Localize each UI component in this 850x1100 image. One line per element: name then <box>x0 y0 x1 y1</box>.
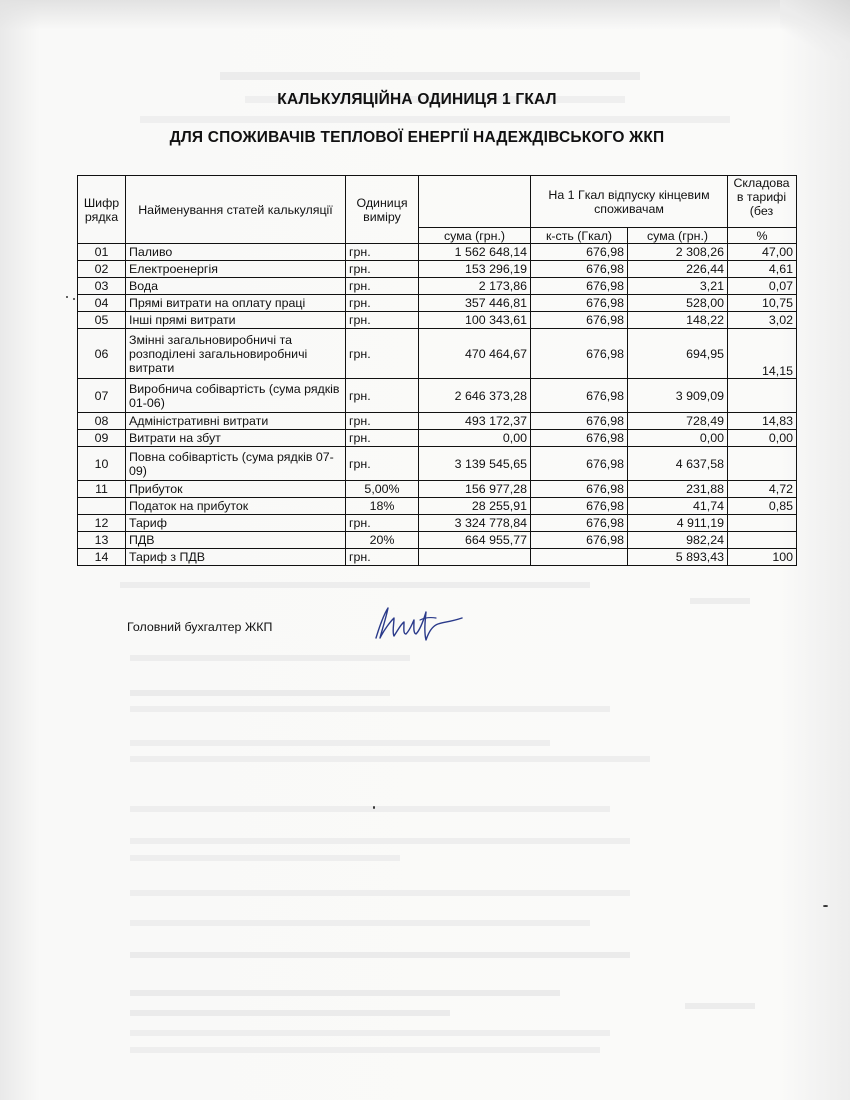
row-unit: грн. <box>346 244 419 261</box>
row-per-gcal: 694,95 <box>628 329 728 379</box>
row-percent <box>728 379 797 413</box>
header-blank <box>419 176 531 228</box>
row-code: 07 <box>78 379 126 413</box>
table-row <box>78 295 797 312</box>
row-percent: 14,83 <box>728 413 797 430</box>
row-name: Тариф <box>126 515 346 532</box>
row-qty: 676,98 <box>531 329 628 379</box>
row-sum <box>419 549 531 566</box>
row-per-gcal: 982,24 <box>628 532 728 549</box>
header-sum: сума (грн.) <box>419 228 531 244</box>
row-code: 01 <box>78 244 126 261</box>
row-percent <box>728 447 797 481</box>
row-code: 14 <box>78 549 126 566</box>
row-sum: 28 255,91 <box>419 498 531 515</box>
row-sum: 493 172,37 <box>419 413 531 430</box>
row-per-gcal: 41,74 <box>628 498 728 515</box>
row-sum: 2 173,86 <box>419 278 531 295</box>
row-percent: 3,02 <box>728 312 797 329</box>
row-name: Витрати на збут <box>126 430 346 447</box>
row-unit: грн. <box>346 447 419 481</box>
row-code: 12 <box>78 515 126 532</box>
row-name: Електроенергія <box>126 261 346 278</box>
table-row <box>78 481 797 498</box>
row-qty: 676,98 <box>531 532 628 549</box>
row-unit: 5,00% <box>346 481 419 498</box>
row-sum: 1 562 648,14 <box>419 244 531 261</box>
row-unit: грн. <box>346 430 419 447</box>
row-name: Інші прямі витрати <box>126 312 346 329</box>
row-name: Прибуток <box>126 481 346 498</box>
row-unit: грн. <box>346 261 419 278</box>
row-qty <box>531 549 628 566</box>
header-sum-per-gcal: сума (грн.) <box>628 228 728 244</box>
row-per-gcal: 5 893,43 <box>628 549 728 566</box>
row-code: 04 <box>78 295 126 312</box>
row-per-gcal: 528,00 <box>628 295 728 312</box>
row-name: Паливо <box>126 244 346 261</box>
row-code: 08 <box>78 413 126 430</box>
row-percent: 10,75 <box>728 295 797 312</box>
row-qty: 676,98 <box>531 515 628 532</box>
scan-speck <box>73 298 75 300</box>
row-unit: 18% <box>346 498 419 515</box>
row-sum: 664 955,77 <box>419 532 531 549</box>
row-code: 03 <box>78 278 126 295</box>
row-unit: грн. <box>346 312 419 329</box>
row-percent: 0,85 <box>728 498 797 515</box>
table-row <box>78 329 797 379</box>
row-per-gcal: 4 637,58 <box>628 447 728 481</box>
row-code: 06 <box>78 329 126 379</box>
calculation-table <box>77 175 797 566</box>
row-code: 10 <box>78 447 126 481</box>
table-row <box>78 515 797 532</box>
row-qty: 676,98 <box>531 379 628 413</box>
row-name: Вода <box>126 278 346 295</box>
table-row <box>78 532 797 549</box>
table-row <box>78 278 797 295</box>
row-qty: 676,98 <box>531 447 628 481</box>
row-name: Адміністративні витрати <box>126 413 346 430</box>
scan-shadow <box>0 0 850 30</box>
row-name: Виробнича собівартість (сума рядків 01-06) <box>126 379 346 413</box>
page-fold <box>780 0 850 60</box>
row-code: 02 <box>78 261 126 278</box>
row-sum: 2 646 373,28 <box>419 379 531 413</box>
row-name: Повна собівартість (сума рядків 07-09) <box>126 447 346 481</box>
row-name: Податок на прибуток <box>126 498 346 515</box>
row-per-gcal: 4 911,19 <box>628 515 728 532</box>
row-unit: грн. <box>346 515 419 532</box>
row-qty: 676,98 <box>531 481 628 498</box>
row-percent <box>728 532 797 549</box>
row-per-gcal: 3,21 <box>628 278 728 295</box>
row-sum: 3 324 778,84 <box>419 515 531 532</box>
row-name: Прямі витрати на оплату праці <box>126 295 346 312</box>
header-name: Найменування статей калькуляції <box>126 176 346 244</box>
row-sum: 156 977,28 <box>419 481 531 498</box>
row-percent: 4,72 <box>728 481 797 498</box>
row-code: 09 <box>78 430 126 447</box>
table-row <box>78 413 797 430</box>
row-percent: 14,15 <box>728 329 797 379</box>
scan-speck <box>66 296 68 298</box>
row-per-gcal: 3 909,09 <box>628 379 728 413</box>
header-code: Шифр рядка <box>78 176 126 244</box>
row-per-gcal: 226,44 <box>628 261 728 278</box>
row-unit: грн. <box>346 295 419 312</box>
row-percent: 47,00 <box>728 244 797 261</box>
table-row <box>78 549 797 566</box>
row-code <box>78 498 126 515</box>
row-percent <box>728 515 797 532</box>
row-qty: 676,98 <box>531 430 628 447</box>
table-row <box>78 430 797 447</box>
table-row <box>78 498 797 515</box>
table-row <box>78 447 797 481</box>
row-qty: 676,98 <box>531 244 628 261</box>
row-qty: 676,98 <box>531 312 628 329</box>
header-per-gcal: На 1 Гкал відпуску кінцевим споживачам <box>531 176 728 228</box>
row-unit: 20% <box>346 532 419 549</box>
row-qty: 676,98 <box>531 278 628 295</box>
table-row <box>78 261 797 278</box>
row-code: 11 <box>78 481 126 498</box>
row-code: 13 <box>78 532 126 549</box>
scan-speck <box>823 905 828 907</box>
row-percent: 0,00 <box>728 430 797 447</box>
document-title: КАЛЬКУЛЯЦІЙНА ОДИНИЦЯ 1 ГКАЛ <box>277 91 557 108</box>
row-unit: грн. <box>346 549 419 566</box>
row-percent: 100 <box>728 549 797 566</box>
row-sum: 3 139 545,65 <box>419 447 531 481</box>
row-per-gcal: 0,00 <box>628 430 728 447</box>
row-code: 05 <box>78 312 126 329</box>
header-share: Складова в тарифі (без <box>728 176 797 228</box>
row-percent: 0,07 <box>728 278 797 295</box>
row-percent: 4,61 <box>728 261 797 278</box>
row-per-gcal: 728,49 <box>628 413 728 430</box>
row-qty: 676,98 <box>531 498 628 515</box>
row-qty: 676,98 <box>531 261 628 278</box>
header-qty: к-сть (Гкал) <box>531 228 628 244</box>
row-per-gcal: 2 308,26 <box>628 244 728 261</box>
row-sum: 100 343,61 <box>419 312 531 329</box>
row-per-gcal: 231,88 <box>628 481 728 498</box>
row-unit: грн. <box>346 329 419 379</box>
table-row <box>78 379 797 413</box>
table-row <box>78 244 797 261</box>
row-sum: 153 296,19 <box>419 261 531 278</box>
signature-label: Головний бухгалтер ЖКП <box>127 620 273 634</box>
row-unit: грн. <box>346 413 419 430</box>
row-sum: 0,00 <box>419 430 531 447</box>
row-unit: грн. <box>346 379 419 413</box>
header-unit: Одиниця виміру <box>346 176 419 244</box>
row-unit: грн. <box>346 278 419 295</box>
header-percent: % <box>728 228 797 244</box>
row-sum: 470 464,67 <box>419 329 531 379</box>
row-qty: 676,98 <box>531 413 628 430</box>
row-name: Тариф з ПДВ <box>126 549 346 566</box>
row-qty: 676,98 <box>531 295 628 312</box>
row-name: ПДВ <box>126 532 346 549</box>
document-subtitle: ДЛЯ СПОЖИВАЧІВ ТЕПЛОВОЇ ЕНЕРГІЇ НАДЕЖДІВСЬКОГО ЖКП <box>169 129 665 146</box>
row-sum: 357 446,81 <box>419 295 531 312</box>
row-name: Змінні загальновиробничі та розподілені загальновиробничі витрати <box>126 329 346 379</box>
row-per-gcal: 148,22 <box>628 312 728 329</box>
handwritten-signature <box>368 600 478 650</box>
table-row <box>78 312 797 329</box>
scan-speck <box>373 806 375 809</box>
